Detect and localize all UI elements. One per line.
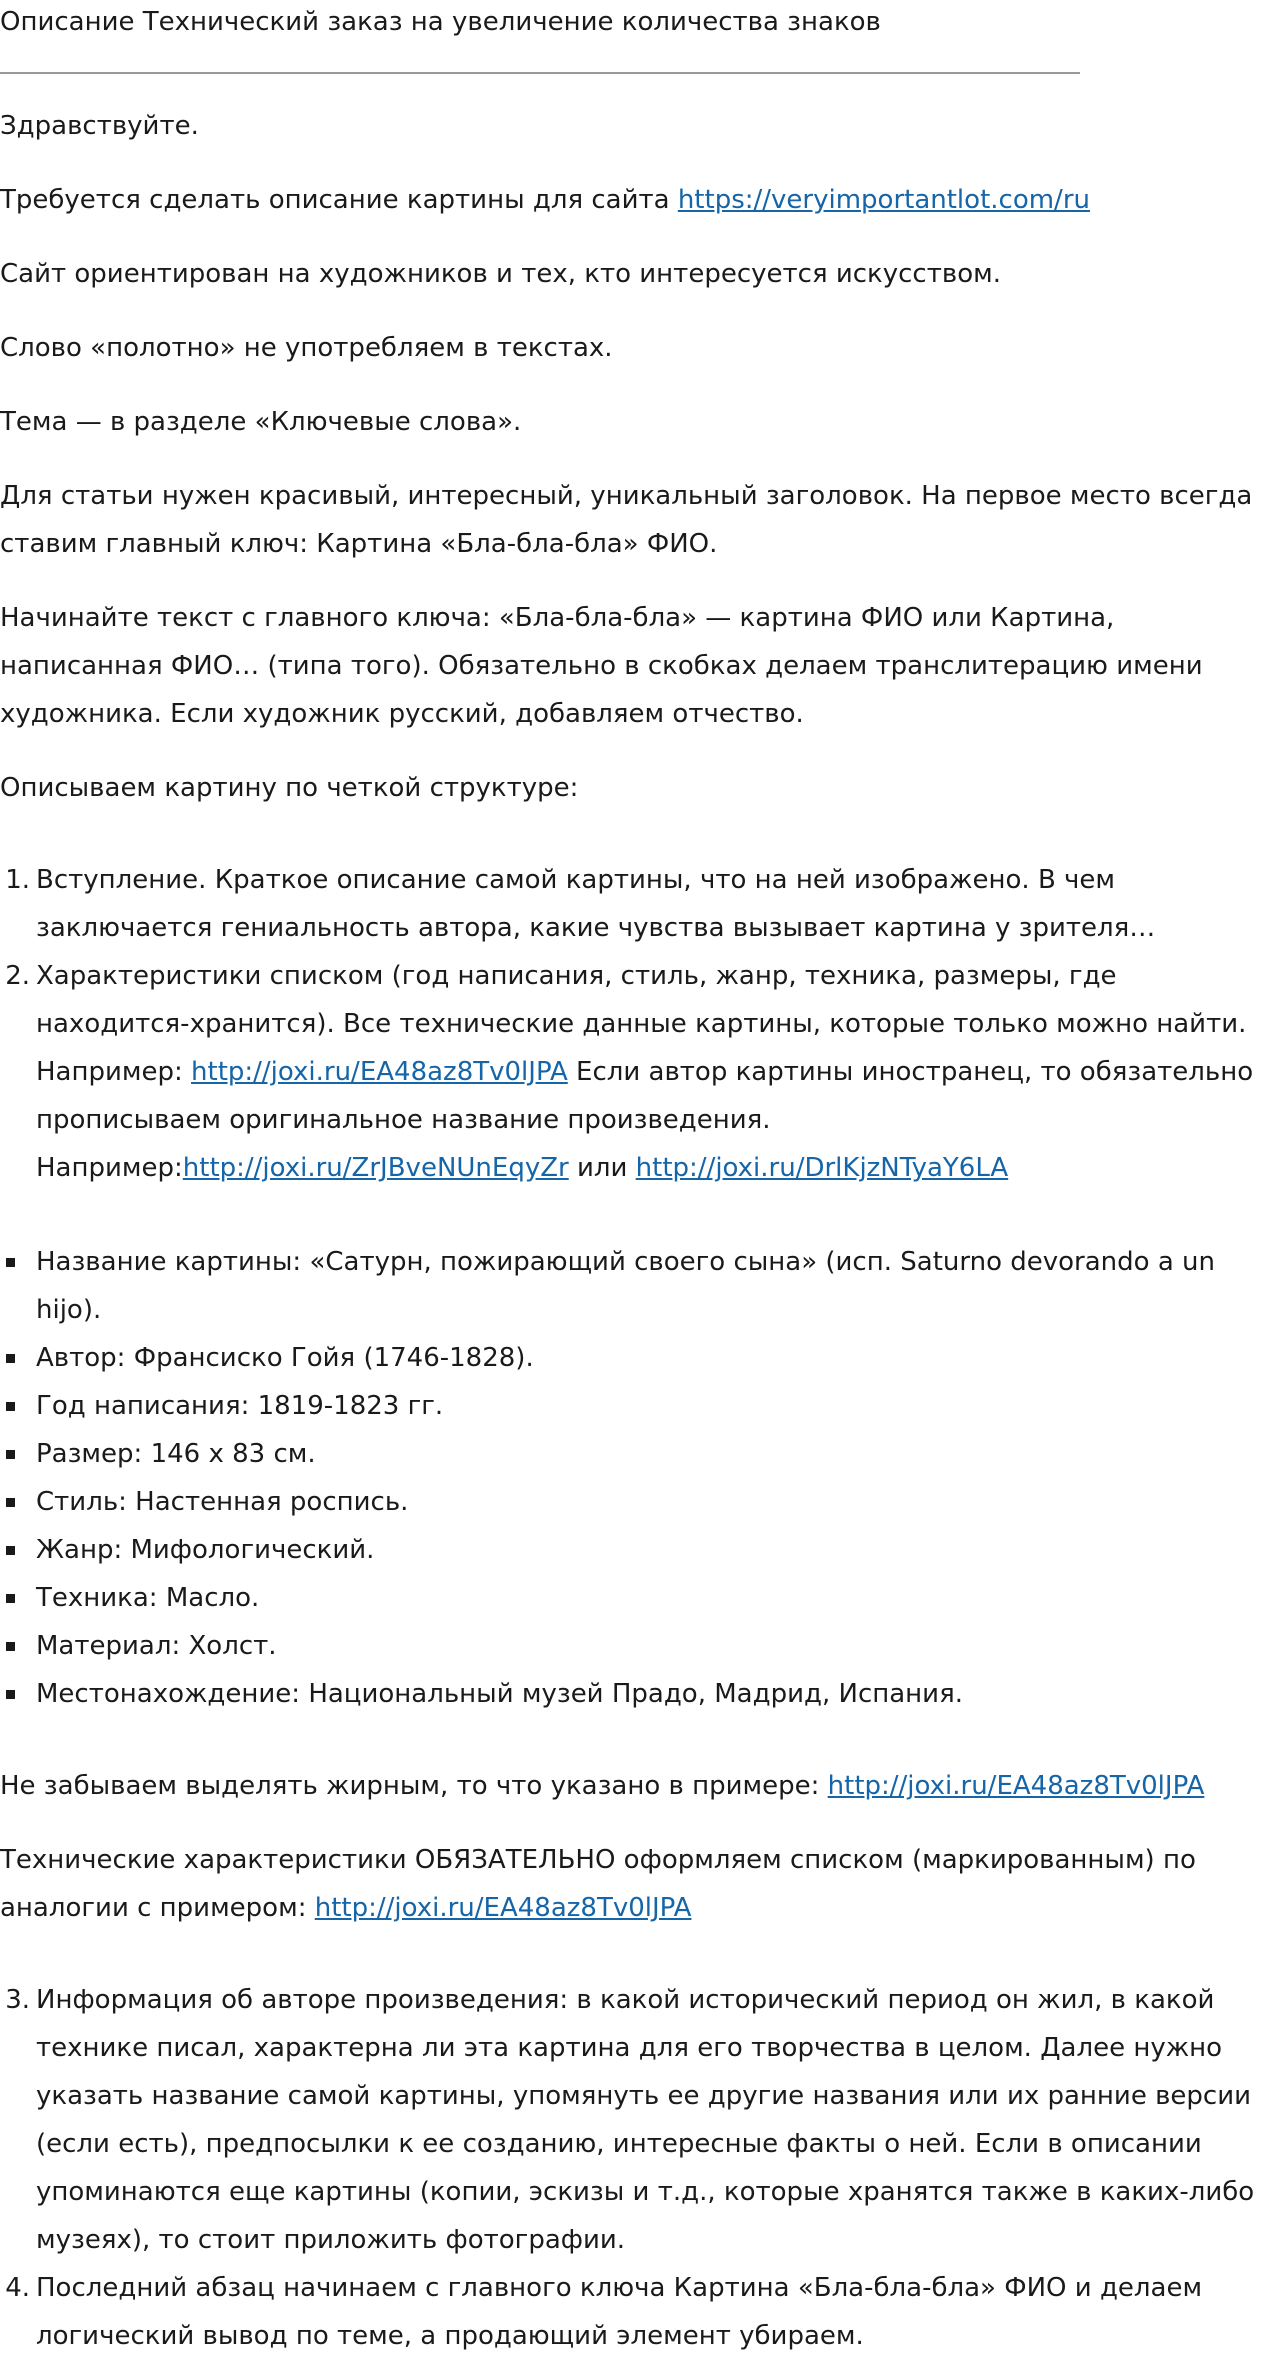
example-link[interactable]: http://joxi.ru/EA48az8Tv0lJPA — [827, 1771, 1205, 1801]
bullet-text: Размер: 146 x 83 см. — [36, 1439, 316, 1469]
bullet-item — [36, 1382, 1262, 1430]
example-link[interactable]: http://joxi.ru/EA48az8Tv0lJPA — [314, 1893, 692, 1923]
word-rule-paragraph: Слово «полотно» не употребляем в текстах. — [0, 333, 613, 363]
item-text: Информация об авторе произведения: в какой исторический период он жил, в какой технике писал, характерна ли эта картина для его творчества в целом. Далее нужно указать название самой картины, упомянуть ее другие названия или их ранние версии (если есть), предпосылки к ее созданию, интересные факты о ней. Если в описании упоминаются еще картины (копии, эскизы и т.д., которые хранятся также в каких-либо музеях), то стоит приложить фотографии. — [36, 1985, 1255, 2255]
bullet-marker — [6, 1354, 15, 1363]
topic-paragraph: Тема — в разделе «Ключевые слова». — [0, 407, 522, 437]
item-number: 1. — [5, 865, 30, 895]
bullet-marker — [6, 1498, 15, 1507]
reminder-text: Не забываем выделять жирным, то что указано в примере: — [0, 1771, 828, 1801]
bullet-marker — [6, 1594, 15, 1603]
bullet-item — [36, 1478, 1262, 1526]
bullet-text: Жанр: Мифологический. — [36, 1535, 375, 1565]
structure-paragraph: Описываем картину по четкой структуре: — [0, 773, 579, 803]
example-link[interactable]: http://joxi.ru/EA48az8Tv0lJPA — [191, 1057, 568, 1087]
intro-paragraph — [0, 176, 1262, 224]
numbered-item-1 — [5, 856, 1262, 952]
example-link[interactable]: http://joxi.ru/ZrJBveNUnEqyZr — [182, 1153, 569, 1183]
item-number: 4. — [5, 2273, 30, 2303]
bullet-text: Местонахождение: Национальный музей Прадо, Мадрид, Испания. — [36, 1679, 963, 1709]
bullet-marker — [6, 1690, 15, 1699]
headline-paragraph: Для статьи нужен красивый, интересный, уникальный заголовок. На первое место всегда ставим главный ключ: Картина «Бла-бла-бла» ФИО. — [0, 481, 1253, 559]
bullet-marker — [6, 1402, 15, 1411]
page-title: Описание Технический заказ на увеличение количества знаков — [0, 7, 881, 37]
opening-paragraph: Начинайте текст с главного ключа: «Бла-бла-бла» — картина ФИО или Картина, написанная ФИО… (типа того). Обязательно в скобках делаем транслитерацию имени художника. Если художник русский, добавляем отчество. — [0, 603, 1203, 729]
bullet-item — [36, 1238, 1262, 1334]
bullet-marker — [6, 1450, 15, 1459]
bullet-item — [36, 1574, 1262, 1622]
bullet-marker — [6, 1546, 15, 1555]
item-text: Последний абзац начинаем с главного ключа Картина «Бла-бла-бла» ФИО и делаем логический вывод по теме, а продающий элемент убираем. — [36, 2273, 1203, 2351]
bold-reminder-paragraph — [0, 1762, 1262, 1810]
bullet-item — [36, 1670, 1262, 1718]
list-format-paragraph — [0, 1836, 1262, 1932]
audience-paragraph: Сайт ориентирован на художников и тех, кто интересуется искусством. — [0, 259, 1001, 289]
bullet-text: Автор: Франсиско Гойя (1746-1828). — [36, 1343, 534, 1373]
bullet-item — [36, 1334, 1262, 1382]
item-text: Вступление. Краткое описание самой картины, что на ней изображено. В чем заключается гениальность автора, какие чувства вызывает картина у зрителя… — [36, 865, 1156, 943]
bullet-text: Материал: Холст. — [36, 1631, 277, 1661]
bullet-text: Техника: Масло. — [36, 1583, 260, 1613]
divider — [0, 72, 1080, 74]
bullet-text: Год написания: 1819-1823 гг. — [36, 1391, 444, 1421]
item-number: 3. — [5, 1985, 30, 2015]
numbered-item-3 — [5, 1976, 1262, 2264]
bullet-marker — [6, 1642, 15, 1651]
numbered-item-4 — [5, 2264, 1262, 2360]
intro-text: Требуется сделать описание картины для сайта — [0, 185, 678, 215]
bullet-text: Стиль: Настенная роспись. — [36, 1487, 409, 1517]
item-text: Если автор картины иностранец, то обязательно прописываем оригинальное название произведения. Например: — [36, 1057, 1254, 1183]
bullet-marker — [6, 1258, 15, 1267]
item-text: или — [568, 1153, 636, 1183]
bullet-item — [36, 1430, 1262, 1478]
greeting-paragraph: Здравствуйте. — [0, 111, 199, 141]
item-text: Характеристики списком (год написания, стиль, жанр, техника, размеры, где находится-хранится). Все технические данные картины, которые только можно найти. Например: — [36, 961, 1247, 1087]
item-number: 2. — [5, 961, 30, 991]
numbered-item-2 — [5, 952, 1262, 1192]
example-link[interactable]: http://joxi.ru/DrlKjzNTyaY6LA — [635, 1153, 1009, 1183]
bullet-item — [36, 1526, 1262, 1574]
format-text: Технические характеристики ОБЯЗАТЕЛЬНО оформляем списком (маркированным) по аналогии с примером: — [0, 1845, 1196, 1923]
bullet-item — [36, 1622, 1262, 1670]
bullet-text: Название картины: «Сатурн, пожирающий своего сына» (исп. Saturno devorando a un hijo). — [36, 1247, 1215, 1325]
site-link[interactable]: https://veryimportantlot.com/ru — [677, 185, 1090, 215]
